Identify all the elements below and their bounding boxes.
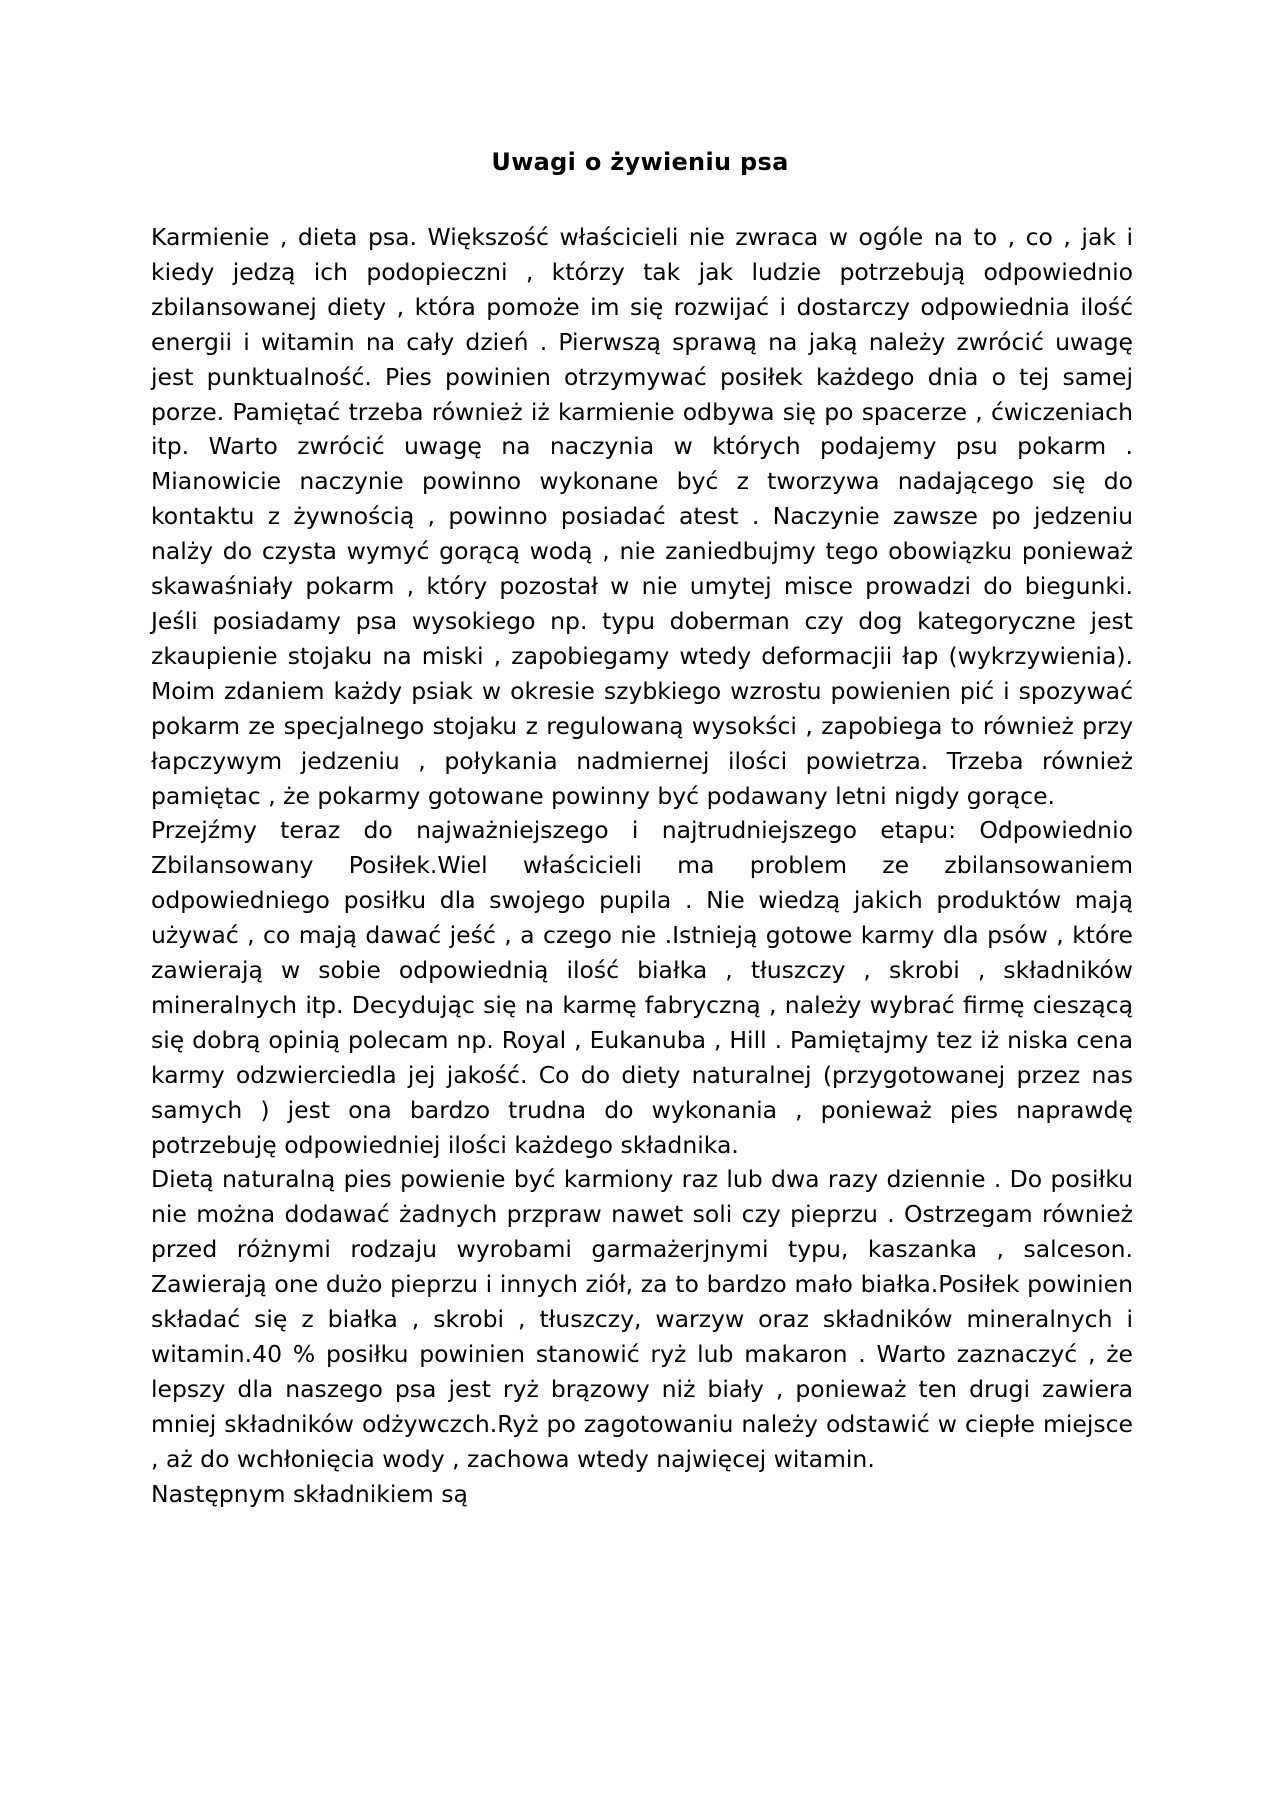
paragraph-next-ingredient: Następnym składnikiem są — [151, 1479, 468, 1508]
paragraph-natural-diet: Dietą naturalną pies powienie być karmiony raz lub dwa razy dziennie . Do posiłku nie można dodawać żadnych przpraw nawet soli czy pieprzu . Ostrzegam również przed różnymi rodzaju wyrobami garmażerjnymi typu, kaszanka , salceson. Zawierają one dużo pieprzu i innych ziół, za to bardzo mało białka.Posiłek powinien składać się z białka , skrobi , tłuszczy, warzyw oraz składników mineralnych i witamin.40 % posiłku powinien stanowić ryż lub makaron . Warto zaznaczyć , że lepszy dla naszego psa jest ryż brązowy niż biały , ponieważ ten drugi zawiera mniej składników odżywczch.Ryż po zagotowaniu należy odstawić w ciepłe miejsce , aż do wchłonięcia wody , zachowa wtedy najwięcej witamin. — [151, 1165, 1133, 1473]
paragraph-balanced-meal: Przejźmy teraz do najważniejszego i najtrudniejszego etapu: Odpowiednio Zbilansowany Posiłek.Wiel właścicieli ma problem ze zbilansowaniem odpowiedniego posiłku dla swojego pupila . Nie wiedzą jakich produktów mają używać , co mają dawać jeść , a czego nie .Istnieją gotowe karmy dla psów , które zawierają w sobie odpowiednią ilość białka , tłuszczy , skrobi , składników mineralnych itp. Decydując się na karmę fabryczną , należy wybrać firmę cieszącą się dobrą opinią polecam np. Royal , Eukanuba , Hill . Pamiętajmy tez iż niska cena karmy odzwierciedla jej jakość. Co do diety naturalnej (przygotowanej przez nas samych ) jest ona bardzo trudna do wykonania , ponieważ pies naprawdę potrzebuję odpowiedniej ilości każdego składnika. — [151, 816, 1133, 1159]
document-title: Uwagi o żywieniu psa — [491, 148, 789, 176]
document-body — [151, 220, 1133, 1512]
paragraph-feeding-basics: Karmienie , dieta psa. Większość właścicieli nie zwraca w ogóle na to , co , jak i kiedy jedzą ich podopieczni , którzy tak jak ludzie potrzebują odpowiednio zbilansowanej diety , która pomoże im się rozwijać i dostarczy odpowiednia ilość energii i witamin na cały dzień . Pierwszą sprawą na jaką należy zwrócić uwagę jest punktualność. Pies powinien otrzymywać posiłek każdego dnia o tej samej porze. Pamiętać trzeba również iż karmienie odbywa się po spacerze , ćwiczeniach itp. Warto zwrócić uwagę na naczynia w których podajemy psu pokarm . Mianowicie naczynie powinno wykonane być z tworzywa nadającego się do kontaktu z żywnością , powinno posiadać atest . Naczynie zawsze po jedzeniu nalży do czysta wymyć gorącą wodą , nie zaniedbujmy tego obowiązku ponieważ skawaśniały pokarm , który pozostał w nie umytej misce prowadzi do biegunki. Jeśli posiadamy psa wysokiego np. typu doberman czy dog kategoryczne jest zkaupienie stojaku na miski , zapobiegamy wtedy deformacjii łap (wykrzywienia). Moim zdaniem każdy psiak w okresie szybkiego wzrostu powienien pić i spozywać pokarm ze specjalnego stojaku z regulowaną wysokści , zapobiega to również przy łapczywym jedzeniu , połykania nadmiernej ilości powietrza. Trzeba również pamiętac , że pokarmy gotowane powinny być podawany letni nigdy gorące. — [151, 223, 1133, 810]
